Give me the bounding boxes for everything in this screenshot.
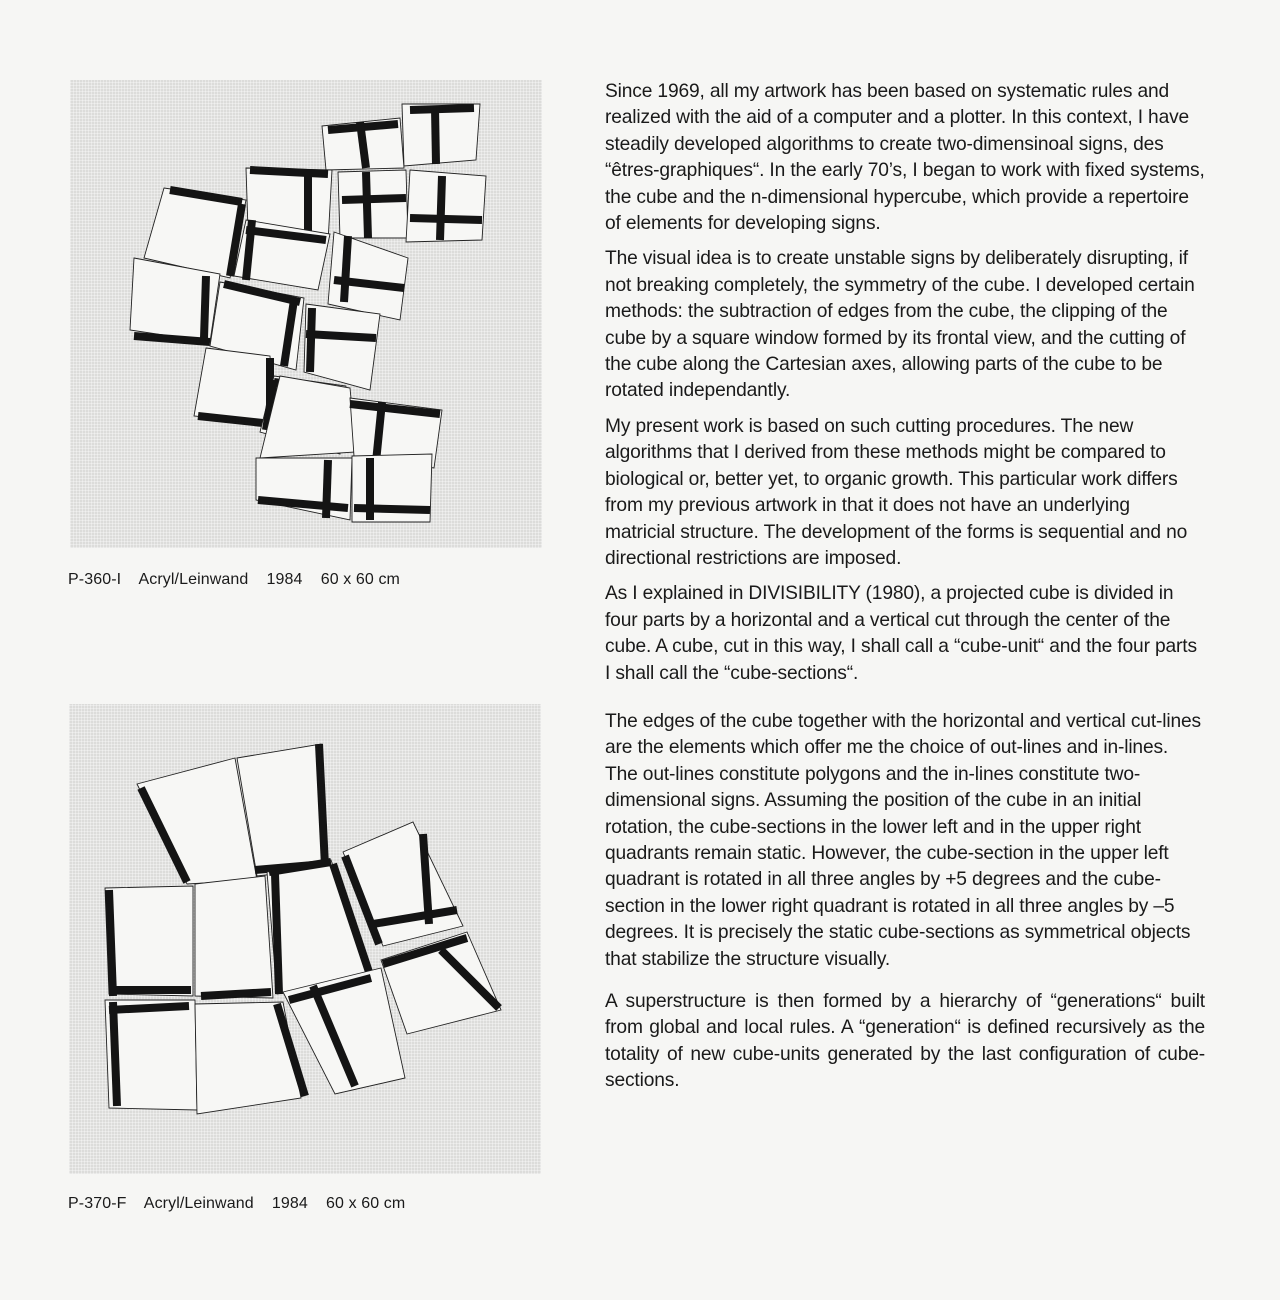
paragraph: Since 1969, all my artwork has been based on systematic rules and realized with the aid of a computer and a plotter. In this context, I have steadily developed algorithms to create two-dimensinoal signs, des “êtres-graphiques“. In the early 70’s, I began to work with fixed systems, the cube and the n-dimensional hypercube, which provide a repertoire of elements for developing signs. (605, 81, 1205, 235)
paragraph: The edges of the cube together with the horizontal and vertical cut-lines are the elements which offer me the choice of out-lines and in-lines. The out-lines constitute polygons and the in-lines constitute two-dimensional signs. Assuming the position of the cube in an initial rotation, the cube-sections in the lower left and in the upper right quadrants remain static. However, the cube-section in the upper left quadrant is rotated in all three angles by +5 degrees and the cube-section in the lower right quadrant is rotated in all three angles by –5 degrees. It is precisely the static cube-sections as symmetrical objects that stabilize the structure visually. (605, 710, 1201, 970)
artwork-p370-drawing (69, 704, 541, 1174)
paragraph: A superstructure is then formed by a hierarchy of “generations“ built from global and local rules. A “generation“ is defined recursively as the totality of new cube-units generated by the last configuration of cube-sections. (605, 991, 1205, 1092)
artwork-p370-image (69, 704, 541, 1174)
paragraph: The visual idea is to create unstable signs by deliberately disrupting, if not breaking completely, the symmetry of the cube. I developed certain methods: the subtraction of edges from the cube, the clipping of the cube by a square window formed by its frontal view, and the cutting of the cube along the Cartesian axes, allowing parts of the cube to be rotated independantly. (605, 248, 1195, 402)
artwork-p360-caption: P-360-I Acryl/Leinwand 1984 60 x 60 cm (68, 571, 400, 588)
paragraph: My present work is based on such cutting procedures. The new algorithms that I derived from these methods might be compared to biological or, better yet, to organic growth. This particular work differs from my previous artwork in that it does not have an underlying matricial structure. The development of the forms is sequential and no directional restrictions are imposed. (605, 415, 1188, 569)
artwork-p360-drawing (70, 80, 542, 548)
essay-text (605, 79, 1205, 1095)
artwork-p370-caption: P-370-F Acryl/Leinwand 1984 60 x 60 cm (68, 1195, 406, 1212)
artwork-p360-image (70, 80, 542, 548)
paragraph: As I explained in DIVISIBILITY (1980), a projected cube is divided in four parts by a horizontal and a vertical cut through the center of the cube. A cube, cut in this way, I shall call a “cube-unit“ and the four parts I shall call the “cube-sections“. (605, 583, 1197, 684)
